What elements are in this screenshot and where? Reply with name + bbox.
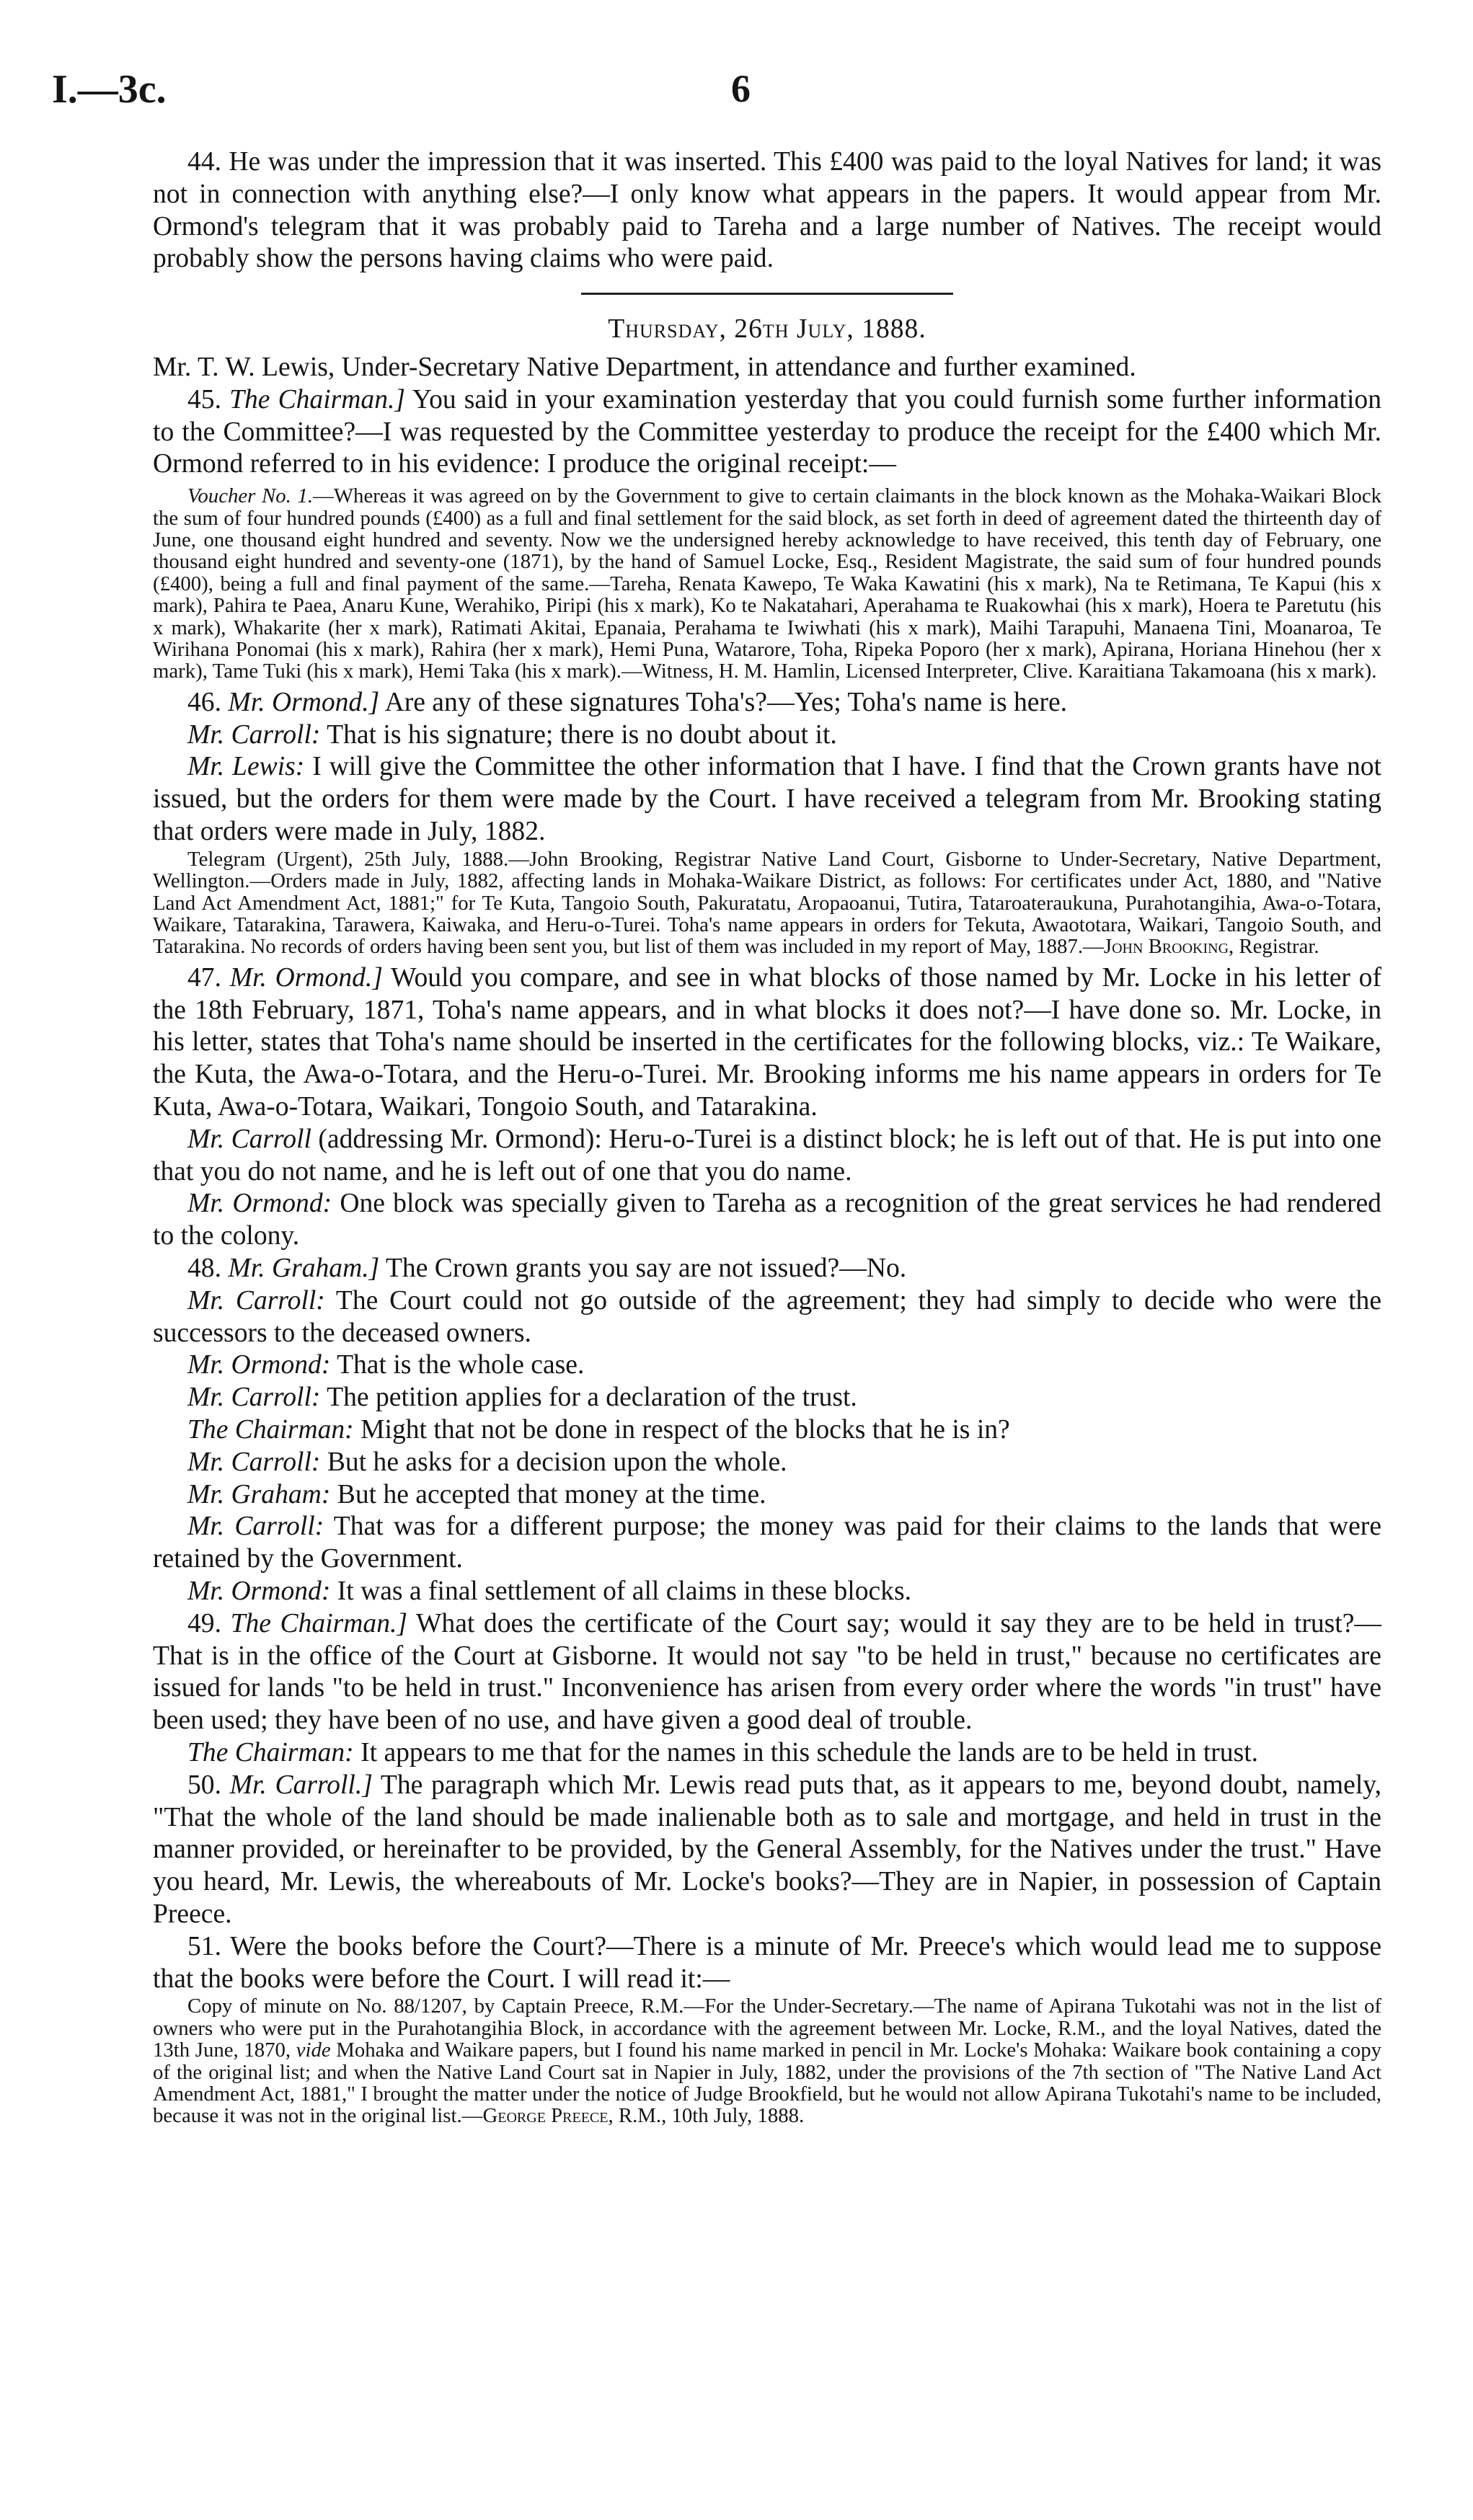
- speaker: Mr. Carroll:: [187, 1285, 325, 1316]
- statement-graham-1: [153, 1479, 1381, 1512]
- statement-chairman-2: [153, 1737, 1381, 1770]
- statement-ormond-1: [153, 1188, 1381, 1253]
- minute-signature: George Preece: [482, 2104, 609, 2128]
- date-heading: Thursday, 26th July, 1888.: [608, 314, 926, 345]
- speaker: Mr. Ormond.]: [228, 687, 380, 717]
- speaker: Mr. Carroll:: [187, 1383, 321, 1413]
- question-text: What does the certificate of the Court say; would it say they are to be held in trust?—That is in the office of the Court at Gisborne. It would not say "to be held in trust," because no certificates are issued for lands "to be held in trust." Inconvenience has arisen from every order where the words "in trust" have been used; they have been of no use, and have given a good deal of trouble.: [153, 1608, 1382, 1736]
- speaker: Mr. Carroll:: [187, 719, 321, 750]
- speaker: Mr. Ormond.]: [229, 962, 383, 993]
- question-47: [153, 962, 1381, 1124]
- statement-carroll-3: [153, 1285, 1381, 1350]
- speaker: Mr. Ormond:: [187, 1350, 331, 1380]
- question-text: Are any of these signatures Toha's?—Yes; Toha's name is here.: [384, 687, 1068, 717]
- speaker: The Chairman.]: [229, 384, 406, 414]
- question-number: 45.: [187, 384, 221, 414]
- question-text: The Crown grants you say are not issued?—No.: [385, 1254, 907, 1284]
- minute-vide: vide: [296, 2038, 331, 2062]
- telegram-signature: John Brooking: [1103, 935, 1229, 959]
- question-46: [153, 687, 1381, 719]
- statement-carroll-5: [153, 1447, 1381, 1479]
- telegram-text: [153, 848, 1381, 958]
- question-text: You said in your examination yesterday that you could furnish some further information to the Committee?—I was requested by the Committee yesterday to produce the receipt for the £400 which Mr. Ormond referred to in his evidence: I produce the original receipt:—: [153, 384, 1381, 479]
- page-number: 6: [731, 67, 751, 110]
- statement-text: One block was specially given to Tareha as a recognition of the great services he had rendered to the colony.: [153, 1189, 1381, 1251]
- question-number: 48.: [187, 1254, 221, 1284]
- speaker: Mr. Ormond:: [187, 1576, 331, 1606]
- minute-body: Copy of minute on No. 88/1207, by Captain Preece, R.M.—For the Under-Secretary.—The name of Apirana Tukotahi was not in the list of owners who were put in the Purahotangihia Block, in accordance with the agreement between Mr. Locke, R.M., and the loyal Natives, dated the 13th June, 1870,: [153, 1995, 1381, 2062]
- statement-text: That was for a different purpose; the money was paid for their claims to the lands that were retained by the Government.: [153, 1512, 1381, 1574]
- statement-text: That is the whole case.: [337, 1350, 585, 1380]
- question-45: [153, 384, 1381, 481]
- speaker: Mr. Lewis:: [187, 752, 305, 782]
- statement-ormond-3: [153, 1576, 1381, 1608]
- statement-text: Might that not be done in respect of the blocks that he is in?: [360, 1415, 1010, 1445]
- question-48: [153, 1253, 1381, 1285]
- speaker: Mr. Carroll:: [187, 1447, 321, 1477]
- speaker: The Chairman:: [187, 1737, 354, 1767]
- statement-carroll-6: [153, 1511, 1381, 1576]
- statement-text: It appears to me that for the names in this schedule the lands are to be held in trust.: [360, 1737, 1259, 1767]
- question-number: 46.: [187, 687, 221, 717]
- statement-text: That is his signature; there is no doubt about it.: [327, 719, 837, 750]
- statement-chairman-1: [153, 1414, 1381, 1447]
- question-49: [153, 1608, 1381, 1737]
- speaker: Mr. Ormond:: [187, 1189, 332, 1219]
- statement-text: (addressing Mr. Ormond): Heru-o-Turei is a distinct block; he is left out of that. He is put into one that you do not name, and he is left out of one that you do name.: [153, 1124, 1381, 1186]
- minute-body-2: Mohaka and Waikare papers, but I found his name marked in pencil in Mr. Locke's Mohaka: Waikare book containing a copy of the original list; and when the Native Land Court sat in Napier in July, 1882, under the provisions of the 7th section of "The Native Land Act Amendment Act, 1881," I brought the matter under the notice of Judge Brookfield, but he would not allow Apirana Tukotahi's name to be included, because it was not in the original list.—: [153, 2038, 1381, 2128]
- question-text: Would you compare, and see in what blocks of those named by Mr. Locke in his letter of the 18th February, 1871, Toha's name appears, and in what blocks it does not?—I have done so. Mr. Locke, in his letter, states that Toha's name should be inserted in the certificates for the following blocks, viz.: Te Waikare, the Kuta, the Awa-o-Totara, and the Heru-o-Turei. Mr. Brooking informs me his name appears in orders for Te Kuta, Awa-o-Totara, Waikari, Tongoio South, and Tatarakina.: [153, 962, 1381, 1122]
- question-51: [153, 1931, 1381, 1996]
- speaker: Mr. Carroll:: [187, 1512, 324, 1542]
- statement-text: The Court could not go outside of the agreement; they had simply to decide who were the successors to the deceased owners.: [153, 1285, 1382, 1348]
- section-divider: [581, 293, 953, 295]
- statement-text: I will give the Committee the other information that I have. I find that the Crown grants have not issued, but the orders for them were made by the Court. I have received a telegram from Mr. Brooking stating that orders were made in July, 1882.: [153, 752, 1381, 847]
- witness-line: Mr. T. W. Lewis, Under-Secretary Native Department, in attendance and further examined.: [153, 352, 1136, 382]
- statement-text: The petition applies for a declaration of the trust.: [327, 1383, 857, 1413]
- telegram-body: Telegram (Urgent), 25th July, 1888.—John Brooking, Registrar Native Land Court, Gisborne to Under-Secretary, Native Department, Wellington.—Orders made in July, 1882, affecting lands in Mohaka-Waikare District, as follows: For certificates under Act, 1880, and "Native Land Act Amendment Act, 1881;" for Te Kuta, Tangoio South, Pakuratatu, Aropaoanui, Tutira, Tataroateraukuna, Purahotangihia, Awa-o-Totara, Waikare, Tatarakina, Tarawera, Kaiwaka, and Heru-o-Turei. Toha's name appears in orders for Tekuta, Awaototara, Waikari, Tangoio South, and Tatarakina. No records of orders having been sent you, but list of them was included in my report of May, 1887.—: [153, 847, 1381, 959]
- speaker: The Chairman.]: [230, 1608, 408, 1638]
- statement-carroll-2: [153, 1124, 1381, 1189]
- speaker: Mr. Graham:: [187, 1479, 331, 1509]
- paragraph-44: 44. He was under the impression that it was inserted. This £400 was paid to the loyal Natives for land; it was not in connection with anything else?—I only know what appears in the papers. It would appear from Mr. Ormond's telegram that it was probably paid to Tareha and a large number of Natives. The receipt would probably show the persons having claims who were paid.: [153, 147, 1381, 274]
- speaker: Mr. Carroll.]: [229, 1770, 373, 1800]
- question-number: 49.: [187, 1608, 221, 1638]
- voucher-text: [153, 485, 1381, 683]
- voucher-body: —Whereas it was agreed on by the Government to give to certain claimants in the block known as the Mohaka-Waikari Block the sum of four hundred pounds (£400) as a full and final settlement for the said block, as set forth in deed of agreement dated the thirteenth day of June, one thousand eight hundred and seventy. Now we the undersigned hereby acknowledge to have received, this tenth day of February, one thousand eight hundred and seventy-one (1871), by the hand of Samuel Locke, Esq., Resident Magistrate, the said sum of four hundred pounds (£400), being a full and final payment of the same.—Tareha, Renata Kawepo, Te Waka Kawatini (his x mark), Na te Retimana, Te Kapui (his x mark), Pahira te Paea, Anaru Kune, Werahiko, Piripi (his x mark), Ko te Nakatahari, Aperahama te Ruakowhai (his x mark), Hoera te Paretutu (his x mark), Whakarite (her x mark), Ratimati Akitai, Epanaia, Perahama te Iwiwhati (his x mark), Maihi Tarapuhi, Manaena Tini, Moanaroa, Te Wirihana Ponomai (his x mark), Rahira (her x mark), Hemi Puna, Watarore, Toha, Ripeka Poporo (her x mark), Apirana, Horiana Hinehou (her x mark), Tame Tuki (his x mark), Hemi Taka (his x mark).—Witness, H. M. Hamlin, Licensed Interpreter, Clive. Karaitiana Takamoana (his x mark).: [153, 484, 1382, 683]
- speaker: Mr. Carroll: [187, 1124, 311, 1154]
- question-text: Were the books before the Court?—There is a minute of Mr. Preece's which would lead me to suppose that the books were before the Court. I will read it:—: [153, 1931, 1381, 1994]
- statement-ormond-2: [153, 1349, 1381, 1382]
- statement-text: But he asks for a decision upon the whole.: [327, 1447, 787, 1477]
- question-number: 47.: [187, 962, 221, 993]
- statement-text: But he accepted that money at the time.: [337, 1479, 766, 1509]
- statement-carroll-1: [153, 719, 1381, 752]
- report-reference: I.—3c.: [52, 67, 167, 112]
- voucher-label: Voucher No. 1.: [187, 484, 314, 508]
- speaker: Mr. Graham.]: [228, 1254, 380, 1284]
- minute-signature-tail: , R.M., 10th July, 1888.: [608, 2104, 805, 2128]
- question-text: The paragraph which Mr. Lewis read puts that, as it appears to me, beyond doubt, namely, "That the whole of the land should be made inalienable both as to sale and mortgage, and held in trust in the manner provided, or hereinafter to be provided, by the General Assembly, for the Natives under the trust." Have you heard, Mr. Lewis, the whereabouts of Mr. Locke's books?—They are in Napier, in possession of Captain Preece.: [153, 1770, 1381, 1929]
- statement-text: It was a final settlement of all claims in these blocks.: [337, 1576, 911, 1606]
- telegram-signature-tail: , Registrar.: [1229, 935, 1319, 959]
- speaker: The Chairman:: [187, 1415, 354, 1445]
- question-50: [153, 1770, 1381, 1931]
- question-number: 51.: [187, 1931, 221, 1961]
- statement-lewis-1: [153, 751, 1381, 848]
- statement-carroll-4: [153, 1382, 1381, 1414]
- question-number: 50.: [187, 1770, 221, 1800]
- body-column: [153, 146, 1381, 2131]
- minute-text: [153, 1995, 1381, 2126]
